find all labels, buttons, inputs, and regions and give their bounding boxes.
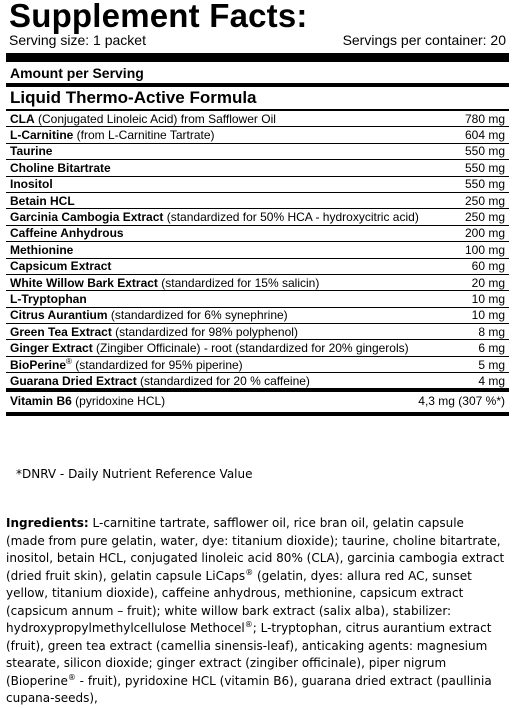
ingredient-name: Citrus Aurantium — [10, 308, 108, 323]
table-row — [6, 259, 509, 275]
table-row — [6, 357, 509, 373]
table-row — [6, 291, 509, 307]
ingredient-amount: 4 mg — [478, 373, 505, 388]
row-label — [10, 259, 111, 273]
table-row — [6, 226, 509, 242]
ingredient-name: Green Tea Extract — [10, 324, 112, 339]
row-label — [10, 276, 319, 290]
formula-title: Liquid Thermo-Active Formula — [10, 88, 257, 107]
table-row — [6, 111, 509, 127]
amount-per-serving: Amount per Serving — [10, 65, 144, 81]
row-label — [10, 161, 111, 175]
ingredient-amount: 250 mg — [464, 193, 505, 208]
row-label — [10, 308, 288, 322]
ingredient-amount: 200 mg — [464, 226, 505, 241]
ingredient-detail: (standardized for 6% synephrine) — [107, 308, 288, 323]
vitamin-label — [10, 394, 165, 408]
row-label — [10, 194, 75, 208]
ingredient-amount: 100 mg — [464, 242, 505, 257]
panel-title: Supplement Facts: — [9, 0, 308, 34]
row-label — [10, 325, 298, 339]
ingredients-part: (gelatin, dyes: allura red AC, sunset yellow, titanium dioxide), caffeine anhydrous, methionine, capsicum extract (capsicum annum – fruit); white willow bark extract (salix alba), stabilizer: hydroxypropylmethylcellulose Methocel — [6, 568, 472, 635]
row-label — [10, 210, 419, 224]
table-row — [6, 340, 509, 356]
divider-bottom — [6, 412, 509, 416]
ingredients-label: Ingredients: — [6, 516, 89, 530]
ingredient-amount: 604 mg — [464, 128, 505, 143]
registered-mark: ® — [66, 356, 72, 366]
ingredient-amount: 550 mg — [464, 160, 505, 175]
vitamin-detail: (pyridoxine HCL) — [71, 393, 166, 408]
ingredient-name: Methionine — [10, 242, 74, 257]
table-row — [6, 209, 509, 225]
ingredient-name: Capsicum Extract — [10, 259, 112, 274]
ingredient-amount: 8 mg — [478, 324, 505, 339]
row-label — [10, 243, 73, 257]
ingredients-text — [6, 515, 506, 708]
ingredient-amount: 20 mg — [471, 275, 505, 290]
formula-table — [6, 109, 509, 392]
ingredient-name: CLA — [10, 111, 35, 126]
ingredients-part: - fruit), pyridoxine HCL (vitamin B6), guarana dried extract (paullinia cupana-seeds), — [6, 673, 492, 705]
ingredient-name: Inositol — [10, 177, 53, 192]
ingredient-amount: 10 mg — [471, 291, 505, 306]
row-label — [10, 292, 87, 306]
supplement-facts-panel — [6, 0, 509, 416]
registered-mark: ® — [244, 620, 253, 629]
ingredient-detail: (Conjugated Linoleic Acid) from Safflower Oil — [34, 111, 276, 126]
registered-mark: ® — [245, 567, 254, 577]
ingredient-name: L-Carnitine — [10, 128, 74, 143]
ingredient-detail: (from L-Carnitine Tartrate) — [73, 128, 215, 143]
row-label — [10, 358, 243, 372]
ingredient-name: Choline Bitartrate — [10, 160, 111, 175]
row-label — [10, 112, 276, 126]
ingredient-detail: (standardized for 95% piperine) — [71, 357, 243, 372]
row-label — [10, 374, 310, 388]
table-row — [6, 242, 509, 258]
ingredient-amount: 10 mg — [471, 308, 505, 323]
registered-mark: ® — [67, 672, 76, 682]
ingredient-name: White Willow Bark Extract — [10, 275, 158, 290]
ingredient-name: L-Tryptophan — [10, 291, 87, 306]
ingredient-amount: 780 mg — [464, 111, 505, 126]
ingredient-detail: (standardized for 15% salicin) — [157, 275, 320, 290]
ingredient-name: Betain HCL — [10, 193, 75, 208]
servings-per-container: Servings per container: 20 — [342, 32, 506, 48]
ingredient-amount: 550 mg — [464, 144, 505, 159]
table-row — [6, 127, 509, 143]
table-row — [6, 144, 509, 160]
table-row — [6, 324, 509, 340]
ingredient-detail: (standardized for 20 % caffeine) — [136, 373, 310, 388]
ingredient-name: Guarana Dried Extract — [10, 373, 137, 388]
table-row — [6, 160, 509, 176]
ingredient-name: Caffeine Anhydrous — [10, 226, 124, 241]
vitamin-row — [6, 392, 509, 409]
ingredient-amount: 6 mg — [478, 341, 505, 356]
ingredients-part: L-carnitine tartrate, safflower oil, rice bran oil, gelatin capsule (made from pure gelatin, water, dye: titanium dioxide); taurine, choline bitartrate, inositol, betain HCL, conjugated linoleic acid 80% (CLA), garcinia cambogia extract (dried fruit skin), gelatin capsule LiCaps — [6, 516, 505, 583]
ingredient-detail: (standardized for 98% polyphenol) — [111, 324, 298, 339]
divider-thick — [6, 53, 509, 62]
ingredient-amount: 550 mg — [464, 177, 505, 192]
ingredient-name: Garcinia Cambogia Extract — [10, 210, 164, 225]
table-row — [6, 275, 509, 291]
serving-info — [6, 32, 509, 49]
ingredients-part: ; L-tryptophan, citrus aurantium extract (fruit), green tea extract (camellia sinensis-leaf), anticaking agents: magnesium stearate, silicon dioxide; ginger extract (zingiber officinale), piper nigrum (Bioperine — [6, 621, 492, 688]
table-row — [6, 308, 509, 324]
vitamin-amount: 4,3 mg (307 %*) — [418, 393, 505, 408]
table-row — [6, 193, 509, 209]
vitamin-name: Vitamin B6 — [10, 393, 72, 408]
ingredient-detail: (standardized for 50% HCA - hydroxycitric acid) — [163, 210, 419, 225]
row-label — [10, 177, 53, 191]
table-row — [6, 373, 509, 392]
row-label — [10, 128, 215, 142]
row-label — [10, 226, 124, 240]
ingredient-detail: (Zingiber Officinale) - root (standardized for 20% gingerols) — [92, 341, 409, 356]
ingredient-amount: 250 mg — [464, 210, 505, 225]
ingredient-name: Ginger Extract — [10, 341, 93, 356]
ingredient-name: Taurine — [10, 144, 53, 159]
dnrv-note: *DNRV - Daily Nutrient Reference Value — [16, 467, 253, 481]
ingredient-amount: 5 mg — [478, 357, 505, 372]
serving-size: Serving size: 1 packet — [9, 32, 146, 48]
ingredient-name: BioPerine — [10, 357, 67, 372]
row-label — [10, 341, 409, 355]
ingredient-amount: 60 mg — [471, 259, 505, 274]
row-label — [10, 144, 52, 158]
table-row — [6, 177, 509, 193]
